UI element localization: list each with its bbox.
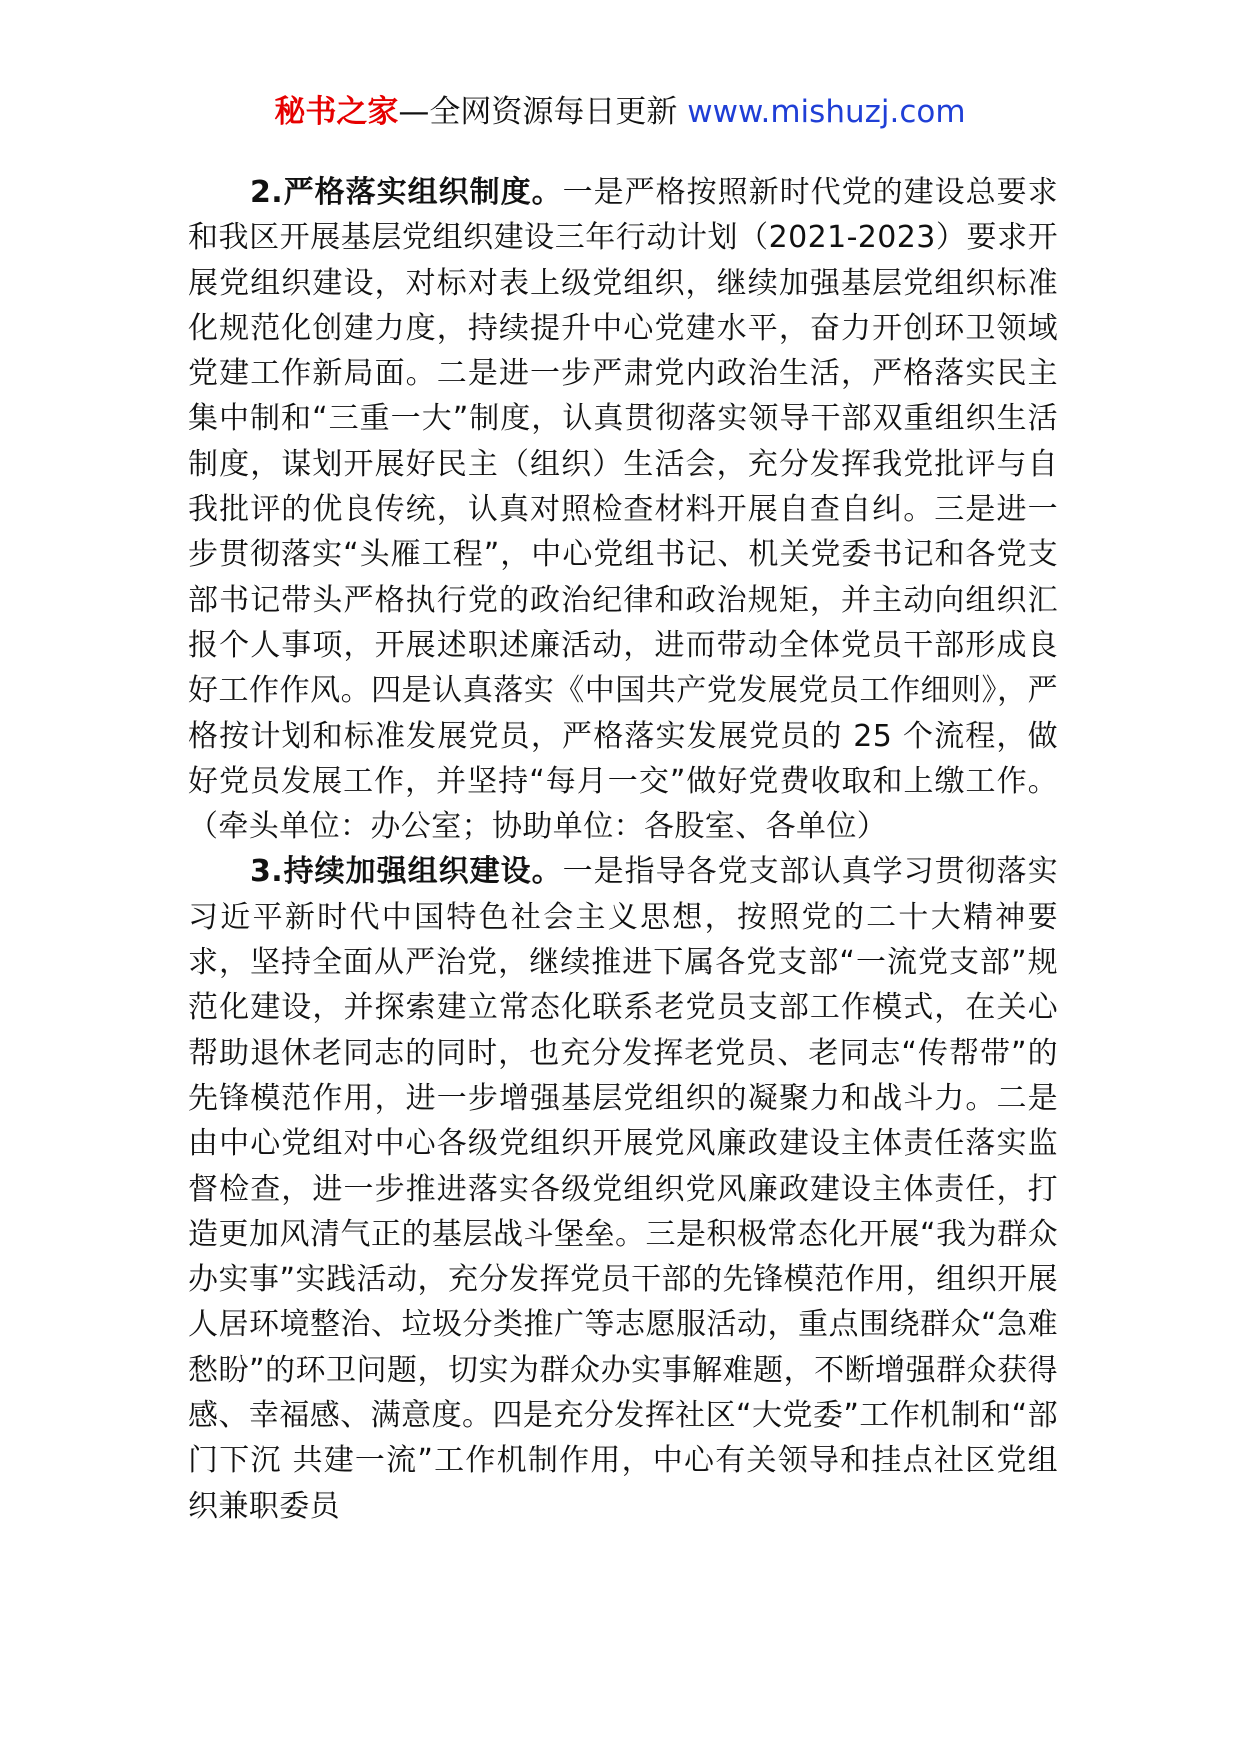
paragraph-text: 一是指导各党支部认真学习贯彻落实习近平新时代中国特色社会主义思想，按照党的二十大精神要求，坚持全面从严治党，继续推进下属各党支部“一流党支部”规范化建设，并探索建立常态化联系老党员支部工作模式，在关心帮助退休老同志的同时，也充分发挥老党员、老同志“传帮带”的先锋模范作用，进一步增强基层党组织的凝聚力和战斗力。二是由中心党组对中心各级党组织开展党风廉政建设主体责任落实监督检查，进一步推进落实各级党组织党风廉政建设主体责任，打造更加风清气正的基层战斗堡垒。三是积极常态化开展“我为群众办实事”实践活动，充分发挥党员干部的先锋模范作用，组织开展人居环境整治、垃圾分类推广等志愿服活动，重点围绕群众“急难愁盼”的环卫问题，切实为群众办实事解难题，不断增强群众获得感、幸福感、满意度。四是充分发挥社区“大党委”工作机制和“部门下沉 共建一流”工作机制作用，中心有关领导和挂点社区党组织兼职委员: [188, 854, 1059, 1524]
site-brand: 秘书之家: [274, 94, 399, 130]
paragraph-heading: 2.严格落实组织制度。: [250, 175, 563, 210]
site-tagline: —全网资源每日更新: [398, 94, 678, 130]
site-url[interactable]: www.mishuzj.com: [687, 94, 966, 130]
paragraph-text: 一是严格按照新时代党的建设总要求和我区开展基层党组织建设三年行动计划（2021-2023）要求开展党组织建设，对标对表上级党组织，继续加强基层党组织标准化规范化创建力度，持续提升中心党建水平，奋力开创环卫领域党建工作新局面。二是进一步严肃党内政治生活，严格落实民主集中制和“三重一大”制度，认真贯彻落实领导干部双重组织生活制度，谋划开展好民主（组织）生活会，充分发挥我党批评与自我批评的优良传统，认真对照检查材料开展自查自纠。三是进一步贯彻落实“头雁工程”，中心党组书记、机关党委书记和各党支部书记带头严格执行党的政治纪律和政治规矩，并主动向组织汇报个人事项，开展述职述廉活动，进而带动全体党员干部形成良好工作作风。四是认真落实《中国共产党发展党员工作细则》，严格按计划和标准发展党员，严格落实发展党员的 25 个流程，做好党员发展工作，并坚持“每月一交”做好党费收取和上缴工作。（牵头单位：办公室；协助单位：各股室、各单位）: [188, 175, 1058, 845]
document-body: [188, 170, 1058, 1529]
site-header: [0, 92, 1240, 132]
paragraph-heading: 3.持续加强组织建设。: [250, 854, 563, 890]
paragraph-organization-building: [188, 849, 1058, 1528]
paragraph-organization-system: [188, 170, 1058, 849]
